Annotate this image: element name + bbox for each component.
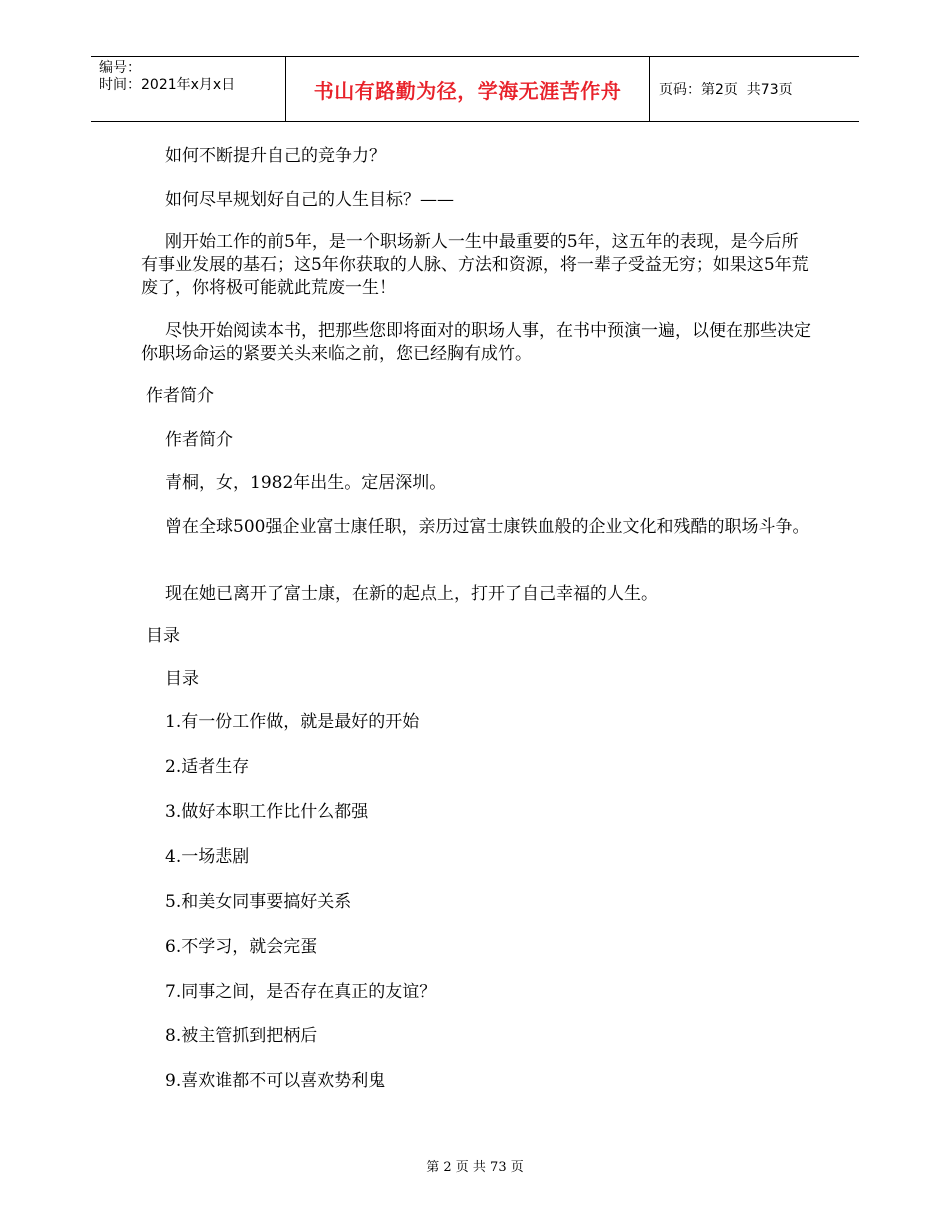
toc-item: 9.喜欢谁都不可以喜欢势利鬼 bbox=[165, 1071, 386, 1091]
toc-item: 5.和美女同事要搞好关系 bbox=[165, 892, 352, 912]
document-time-label: 时间：2021年x月x日 bbox=[99, 77, 236, 93]
section-heading-toc: 目录 bbox=[146, 626, 180, 646]
section-subheading-toc: 目录 bbox=[165, 669, 199, 689]
header-page-cell bbox=[650, 57, 859, 121]
author-line-1: 青桐，女，1982年出生。定居深圳。 bbox=[165, 473, 447, 493]
author-line-3: 现在她已离开了富士康，在新的起点上，打开了自己幸福的人生。 bbox=[165, 584, 658, 604]
paragraph-question-2: 如何尽早规划好自己的人生目标？—— bbox=[165, 190, 454, 210]
section-heading-author: 作者简介 bbox=[146, 386, 214, 406]
document-number-label: 编号： bbox=[99, 60, 141, 76]
toc-item: 8.被主管抓到把柄后 bbox=[165, 1026, 318, 1046]
paragraph-intro-2: 尽快开始阅读本书，把那些您即将面对的职场人事，在书中预演一遍，以便在那些决定你职场命运的紧要关头来临之前，您已经胸有成竹。 bbox=[141, 321, 811, 364]
author-line-2: 曾在全球500强企业富士康任职，亲历过富士康铁血般的企业文化和残酷的职场斗争。 bbox=[165, 517, 810, 537]
toc-item: 3.做好本职工作比什么都强 bbox=[165, 802, 369, 822]
section-subheading-author: 作者简介 bbox=[165, 430, 233, 450]
toc-item: 7.同事之间，是否存在真正的友谊？ bbox=[165, 982, 437, 1002]
toc-item: 6.不学习，就会完蛋 bbox=[165, 937, 318, 957]
toc-item: 4.一场悲剧 bbox=[165, 847, 250, 867]
toc-item: 2.适者生存 bbox=[165, 757, 250, 777]
header-motto-cell bbox=[286, 57, 650, 121]
paragraph-question-1: 如何不断提升自己的竞争力？ bbox=[165, 146, 386, 166]
header-page-label: 页码：第2页 共73页 bbox=[659, 82, 793, 98]
toc-item: 1.有一份工作做，就是最好的开始 bbox=[165, 712, 420, 732]
paragraph-intro-1: 刚开始工作的前5年，是一个职场新人一生中最重要的5年，这五年的表现，是今后所有事业发展的基石；这5年你获取的人脉、方法和资源，将一辈子受益无穷；如果这5年荒废了，你将极可能就此荒废一生！ bbox=[141, 232, 809, 298]
page-footer: 第 2 页 共 73 页 bbox=[426, 1160, 524, 1175]
header-meta-cell bbox=[91, 57, 286, 121]
page-header bbox=[91, 56, 859, 122]
header-motto: 书山有路勤为径，学海无涯苦作舟 bbox=[313, 78, 622, 103]
